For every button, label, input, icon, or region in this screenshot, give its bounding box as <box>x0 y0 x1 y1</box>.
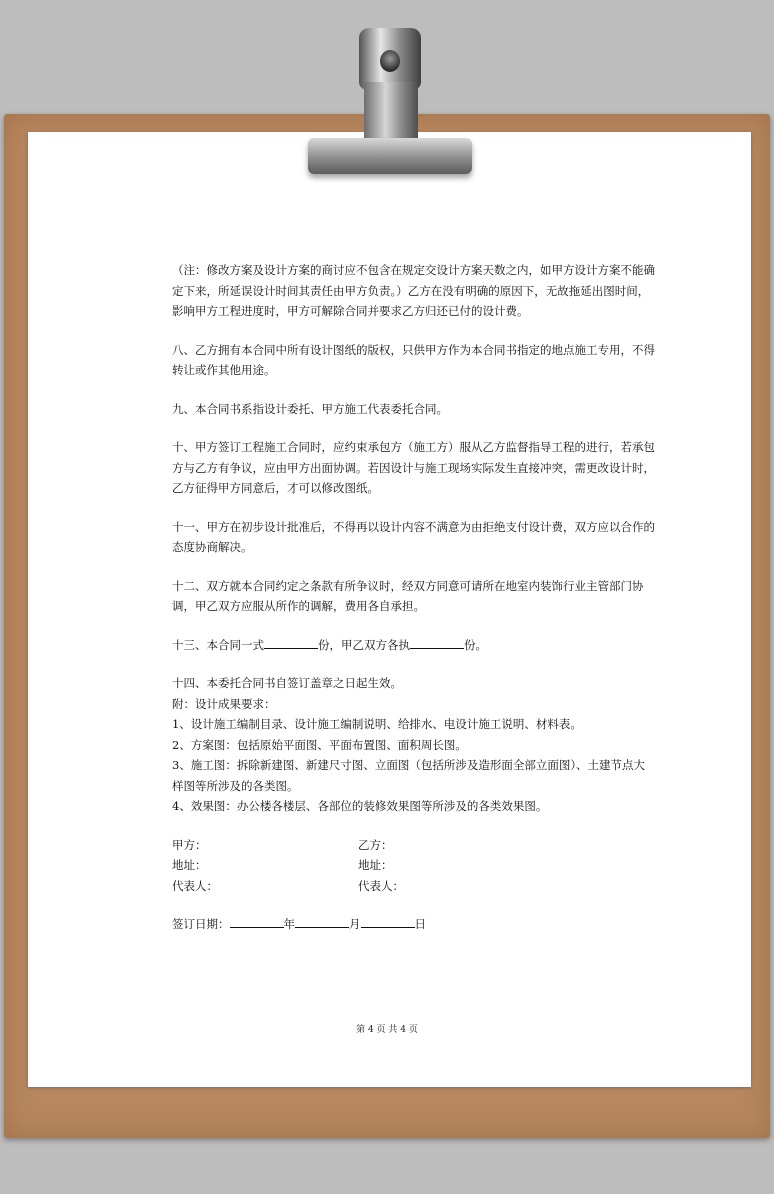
signature-block <box>172 835 612 897</box>
clause-11 <box>172 517 655 558</box>
text-line: 附：设计成果要求： <box>172 696 276 711</box>
clause-note <box>172 260 655 322</box>
text-line: （注：修改方案及设计方案的商讨应不包含在规定交设计方案天数之内，如甲方设计方案不能确 <box>172 263 655 277</box>
sign-date-label: 签订日期： <box>172 917 230 931</box>
contract-body <box>172 260 655 935</box>
copies-total-blank <box>264 636 318 649</box>
text-line: 态度协商解决。 <box>172 540 253 554</box>
clause-13 <box>172 635 612 656</box>
page-number: 第 4 页 共 4 页 <box>356 1025 418 1035</box>
text-line: 乙方征得甲方同意后，才可以修改图纸。 <box>172 481 379 495</box>
representative-b-label: 代表人： <box>358 878 404 893</box>
clause-9 <box>172 399 612 420</box>
month-label: 月 <box>349 917 361 931</box>
copies-end: 份。 <box>464 637 487 652</box>
clause-12 <box>172 576 644 617</box>
year-label: 年 <box>283 917 295 931</box>
year-blank <box>230 915 284 928</box>
clause-8 <box>172 340 655 381</box>
copies-label: 十三、本合同一式 <box>172 637 264 652</box>
copies-each-blank <box>410 636 464 649</box>
address-b-label: 地址： <box>358 858 393 872</box>
text-line: 转让或作其他用途。 <box>172 363 276 377</box>
text-line: 八、乙方拥有本合同中所有设计图纸的版权，只供甲方作为本合同书指定的地点施工专用，不得 <box>172 342 655 357</box>
clause-10 <box>172 437 655 499</box>
day-label: 日 <box>414 917 426 931</box>
text-line: 十二、双方就本合同约定之条款有所争议时，经双方同意可请所在地室内装饰行业主管部门协 <box>172 578 644 593</box>
address-a-label: 地址： <box>172 858 207 872</box>
month-blank <box>295 915 349 928</box>
copies-each-label: 份，甲乙双方各执 <box>318 637 410 652</box>
text-line: 2、方案图：包括原始平面图、平面布置图、面积周长图。 <box>172 737 467 752</box>
party-a-label: 甲方： <box>172 837 207 852</box>
text-line: 定下来，所延误设计时间其责任由甲方负责。）乙方在没有明确的原因下，无故拖延出图时间， <box>172 283 650 298</box>
text-line: 样图等所涉及的各类图。 <box>172 778 299 793</box>
text-line: 影响甲方工程进度时，甲方可解除合同并要求乙方归还已付的设计费。 <box>172 304 529 318</box>
text-line: 调，甲乙双方应服从所作的调解，费用各自承担。 <box>172 599 425 613</box>
day-blank <box>361 915 415 928</box>
representative-a-label: 代表人： <box>172 878 218 893</box>
text-line: 4、效果图：办公楼各楼层、各部位的装修效果图等所涉及的各类效果图。 <box>172 799 548 813</box>
text-line: 方与乙方有争议，应由甲方出面协调。若因设计与施工现场实际发生直接冲突，需更改设计时， <box>172 460 655 475</box>
sign-date <box>172 914 612 935</box>
text-line: 九、本合同书系指设计委托、甲方施工代表委托合同。 <box>172 401 448 416</box>
clause-14-and-appendix <box>172 673 646 817</box>
text-line: 十、甲方签订工程施工合同时，应约束承包方（施工方）服从乙方监督指导工程的进行，若承包 <box>172 440 655 454</box>
party-b-label: 乙方： <box>358 837 393 852</box>
text-line: 3、施工图：拆除新建图、新建尺寸图、立面图（包括所涉及造形面全部立面图）、土建节点大 <box>172 758 646 772</box>
text-line: 1、设计施工编制目录、设计施工编制说明、给排水、电设计施工说明、材料表。 <box>172 717 582 731</box>
binder-clip-icon <box>296 26 478 178</box>
text-line: 十四、本委托合同书自签订盖章之日起生效。 <box>172 676 402 690</box>
text-line: 十一、甲方在初步设计批准后，不得再以设计内容不满意为由拒绝支付设计费，双方应以合作的 <box>172 519 655 534</box>
